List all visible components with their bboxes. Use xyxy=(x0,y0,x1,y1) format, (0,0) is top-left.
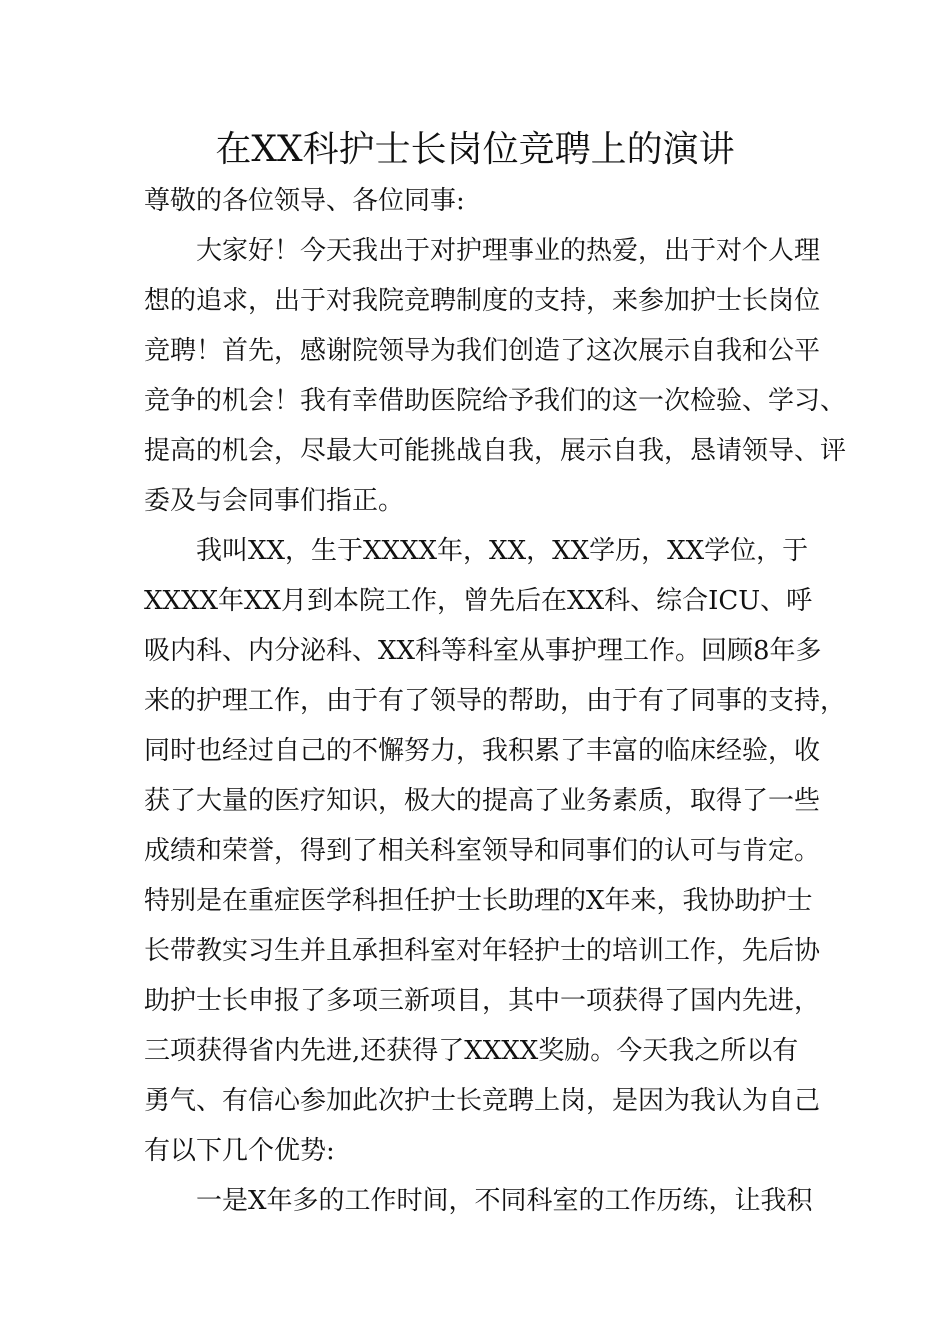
document-title: 在XX科护士长岗位竞聘上的演讲 xyxy=(215,129,735,170)
paragraph-line: 吸内科、内分泌科、XX科等科室从事护理工作。回顾8年多 xyxy=(144,636,822,666)
paragraph-line: 我叫XX，生于XXXX年，XX，XX学历，XX学位，于 xyxy=(196,536,809,566)
paragraph-line: 特别是在重症医学科担任护士长助理的X年来，我协助护士 xyxy=(144,886,813,916)
paragraph-line: 大家好！今天我出于对护理事业的热爱，出于对个人理 xyxy=(196,236,821,266)
paragraph-line: 一是X年多的工作时间，不同科室的工作历练，让我积 xyxy=(196,1186,813,1216)
paragraph-line: 三项获得省内先进,还获得了XXXX奖励。今天我之所以有 xyxy=(144,1036,799,1066)
paragraph-line: 提高的机会，尽最大可能挑战自我，展示自我，恳请领导、评 xyxy=(144,436,847,466)
paragraph-line: 委及与会同事们指正。 xyxy=(144,486,405,516)
paragraph-line: 同时也经过自己的不懈努力，我积累了丰富的临床经验，收 xyxy=(144,736,821,766)
paragraph-line: 勇气、有信心参加此次护士长竞聘上岗，是因为我认为自己 xyxy=(144,1086,821,1116)
paragraph-line: XXXX年XX月到本院工作，曾先后在XX科、综合ICU、呼 xyxy=(144,586,813,616)
paragraph-line: 助护士长申报了多项三新项目，其中一项获得了国内先进， xyxy=(144,986,821,1016)
paragraph-line: 成绩和荣誉，得到了相关科室领导和同事们的认可与肯定。 xyxy=(144,836,821,866)
paragraph-line: 获了大量的医疗知识，极大的提高了业务素质，取得了一些 xyxy=(144,786,821,816)
salutation-line: 尊敬的各位领导、各位同事: xyxy=(144,186,465,216)
paragraph-line: 来的护理工作，由于有了领导的帮助，由于有了同事的支持， xyxy=(144,686,847,716)
paragraph-line: 长带教实习生并且承担科室对年轻护士的培训工作，先后协 xyxy=(144,936,821,966)
paragraph-line: 竞争的机会！我有幸借助医院给予我们的这一次检验、学习、 xyxy=(144,386,847,416)
paragraph-line: 想的追求，出于对我院竞聘制度的支持，来参加护士长岗位 xyxy=(144,286,821,316)
paragraph-line: 有以下几个优势: xyxy=(144,1136,335,1166)
paragraph-line: 竞聘！首先，感谢院领导为我们创造了这次展示自我和公平 xyxy=(144,336,821,366)
